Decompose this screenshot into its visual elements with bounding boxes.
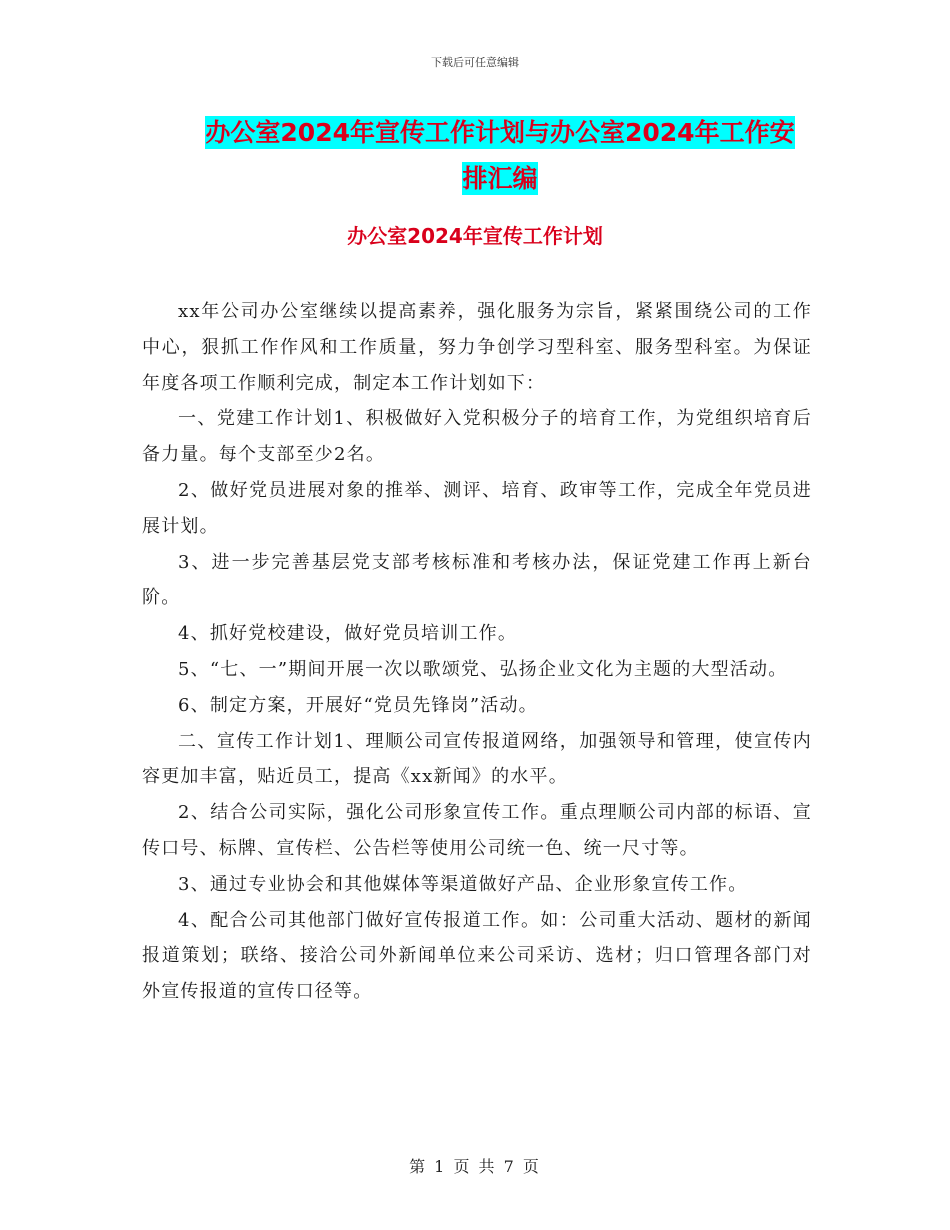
document-title-line2: 排汇编: [462, 164, 538, 193]
header-note: 下载后可任意编辑: [431, 56, 519, 69]
document-title-line1: 办公室2024年宣传工作计划与办公室2024年工作安: [205, 118, 795, 147]
paragraph: 3、通过专业协会和其他媒体等渠道做好产品、企业形象宣传工作。: [178, 873, 748, 895]
paragraph: xx年公司办公室继续以提高素养，强化服务为宗旨，紧紧围绕公司的工作中心，狠抓工作作风和工作质量，努力争创学习型科室、服务型科室。为保证年度各项工作顺利完成，制定本工作计划如下：: [142, 301, 812, 394]
page-number: 第 1 页 共 7 页: [409, 1157, 541, 1176]
section-title: 办公室2024年宣传工作计划: [347, 224, 603, 248]
paragraph: 二、宣传工作计划1、理顺公司宣传报道网络，加强领导和管理，使宣传内容更加丰富，贴近员工，提高《xx新闻》的水平。: [142, 730, 812, 788]
paragraph: 4、配合公司其他部门做好宣传报道工作。如：公司重大活动、题材的新闻报道策划；联络、接洽公司外新闻单位来公司采访、选材；归口管理各部门对外宣传报道的宣传口径等。: [142, 909, 812, 1003]
paragraph: 2、做好党员进展对象的推举、测评、培育、政审等工作，完成全年党员进展计划。: [142, 479, 812, 537]
paragraph: 4、抓好党校建设，做好党员培训工作。: [178, 623, 518, 645]
paragraph: 2、结合公司实际，强化公司形象宣传工作。重点理顺公司内部的标语、宣传口号、标牌、宣传栏、公告栏等使用公司统一色、统一尺寸等。: [142, 802, 812, 859]
paragraph: 6、制定方案，开展好“党员先锋岗”活动。: [178, 694, 538, 716]
document-body: [142, 294, 812, 1010]
document-title: [140, 110, 860, 202]
paragraph: 5、“七、一”期间开展一次以歌颂党、弘扬企业文化为主题的大型活动。: [178, 658, 788, 680]
paragraph: 一、党建工作计划1、积极做好入党积极分子的培育工作，为党组织培育后备力量。每个支部至少2名。: [142, 408, 812, 466]
paragraph: 3、进一步完善基层党支部考核标准和考核办法，保证党建工作再上新台阶。: [142, 551, 812, 609]
